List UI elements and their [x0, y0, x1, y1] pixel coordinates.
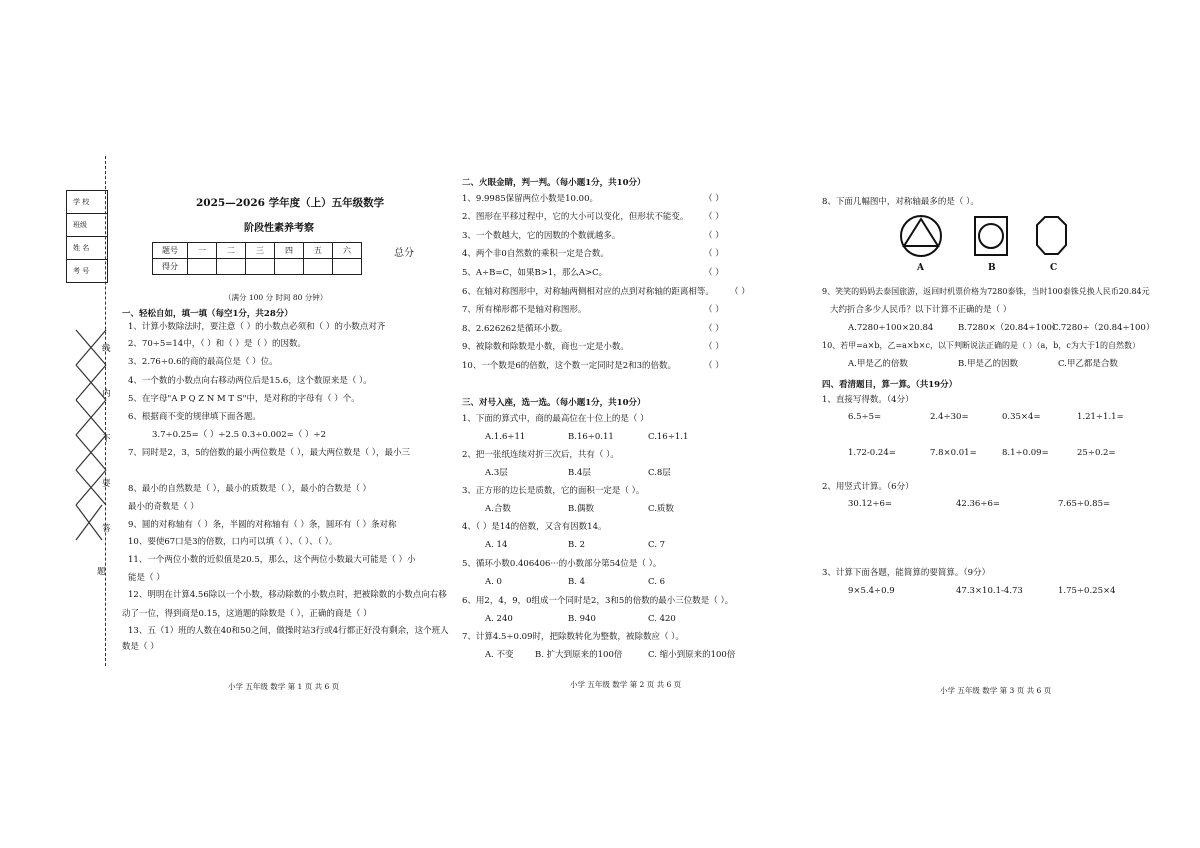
score-header-cell: 题号	[153, 243, 188, 259]
choice-option[interactable]: C. 缩小到原来的100倍	[648, 650, 736, 660]
section-2-heading: 二、火眼金睛，判一判。（每小题1分，共10分）	[462, 178, 646, 188]
choice-option[interactable]: A.1.6÷11	[485, 432, 526, 442]
choice-option[interactable]: B.16÷0.11	[568, 432, 614, 442]
simplify-calc-item: 47.3×10.1-4.73	[956, 586, 1023, 596]
binding-lattice	[72, 325, 116, 575]
score-cell[interactable]	[188, 259, 217, 275]
choice-option[interactable]: B. 扩大到原来的100倍	[535, 650, 623, 660]
score-header-cell: 四	[275, 243, 304, 259]
symmetry-shapes-figure	[895, 212, 1085, 264]
score-row-label: 得分	[153, 259, 188, 275]
direct-calc-item: 6.5÷5=	[848, 412, 882, 422]
question-line: 11、一个两位小数的近似值是20.5，那么，这个两位小数最大可能是（ ）小	[128, 555, 416, 565]
choice-option[interactable]: B. 940	[568, 614, 596, 624]
score-cell[interactable]	[275, 259, 304, 275]
choice-option[interactable]: A. 240	[485, 614, 513, 624]
section-3-heading: 三、对号入座，选一选。（每小题1分，共10分）	[462, 398, 646, 408]
direct-calc-item: 7.8×0.01=	[930, 448, 977, 458]
total-score-label: 总分	[394, 248, 414, 259]
choice-option[interactable]: B. 4	[568, 577, 586, 587]
choice-question: 7、计算4.5÷0.09时，把除数转化为整数，被除数应（ ）。	[462, 632, 684, 642]
subsection-simplify: 3、计算下面各题，能简算的要简算。（9分）	[822, 568, 991, 578]
exam-number-field[interactable]: 考 号	[73, 267, 90, 275]
question-line: 1、计算小数除法时，要注意（ ）的小数点必须和（ ）的小数点对齐	[128, 322, 386, 332]
score-cell[interactable]	[333, 259, 362, 275]
judge-item: 2、图形在平移过程中，它的大小可以变化，但形状不能变。	[462, 212, 689, 222]
section-1-heading: 一、轻松自如，填一填（每空1分，共28分）	[122, 309, 293, 319]
question-line: 数是（ ）	[122, 642, 159, 652]
answer-paren[interactable]: （ ）	[704, 324, 724, 334]
circle-with-triangle-shape	[901, 216, 941, 256]
subsection-direct: 1、直接写得数。（4分）	[822, 395, 914, 405]
answer-paren[interactable]: （ ）	[730, 287, 750, 297]
choice-option[interactable]: A. 0	[485, 577, 502, 587]
score-header-cell: 六	[333, 243, 362, 259]
page-footer: 小学 五年级 数学 第 1 页 共 6 页	[228, 682, 340, 691]
school-field[interactable]: 学 校	[67, 191, 107, 214]
binding-char: 要	[102, 479, 111, 489]
score-cell[interactable]	[304, 259, 333, 275]
octagon-shape	[1037, 217, 1066, 254]
question-line: 5、在字母"A P Q Z N M T S"中，是对称的字母有（ ）个。	[128, 394, 360, 404]
choice-question: 4、（ ）是14的倍数，又含有因数14。	[462, 522, 607, 532]
choice-option[interactable]: B.偶数	[568, 504, 594, 514]
choice-question: 1、下面的算式中，商的最高位在十位上的是（ ）	[462, 414, 649, 424]
direct-calc-item: 1.72-0.24=	[848, 448, 896, 458]
question-line: 12、明明在计算4.56除以一个小数，移动除数的小数点时，把被除数的小数点向右移	[128, 590, 447, 600]
score-table	[152, 242, 362, 275]
answer-paren[interactable]: （ ）	[704, 194, 724, 204]
question-line: 能是（ ）	[128, 573, 165, 583]
choice-option[interactable]: C.质数	[648, 504, 674, 514]
question-line: 10、要使67口是3的倍数，口内可以填（ ）、（ ）、（ ）。	[128, 537, 338, 547]
page-footer: 小学 五年级 数学 第 2 页 共 6 页	[570, 680, 682, 689]
shape-label-c: C	[1050, 263, 1058, 273]
choice-option[interactable]: C.7280÷（20.84÷100）	[1052, 323, 1155, 333]
choice-option[interactable]: A. 不变	[485, 650, 514, 660]
question-line: 最小的奇数是（ ）	[128, 502, 199, 512]
direct-calc-item: 0.35×4=	[1002, 412, 1041, 422]
judge-item: 10、一个数是6的倍数，这个数一定同时是2和3的倍数。	[462, 361, 677, 371]
score-header-cell: 二	[217, 243, 246, 259]
question-8: 8、下面几幅图中，对称轴最多的是（ ）。	[822, 197, 979, 207]
choice-option[interactable]: A.7280÷100×20.84	[848, 323, 934, 333]
question-line: 3.7÷0.25=（ ）÷2.5 0.3÷0.002=（ ）÷2	[152, 430, 327, 440]
binding-char: 答	[102, 524, 111, 534]
choice-option[interactable]: C. 6	[648, 577, 666, 587]
choice-option[interactable]: B.7280×（20.84÷100）	[958, 323, 1061, 333]
choice-option[interactable]: A.合数	[485, 504, 511, 514]
choice-option[interactable]: A.3层	[485, 468, 508, 478]
answer-paren[interactable]: （ ）	[704, 361, 724, 371]
square-with-circle-shape	[975, 217, 1007, 255]
binding-char: 不	[102, 434, 111, 444]
choice-option[interactable]: B. 2	[568, 540, 586, 550]
vertical-calc-item: 7.65÷0.85=	[1058, 499, 1111, 509]
direct-calc-item: 1.21÷1.1=	[1077, 412, 1124, 422]
choice-question: 2、把一张纸连续对折三次后，共有（ ）。	[462, 450, 619, 460]
choice-question: 5、循环小数0.406406···的小数部分第54位是（ ）。	[462, 559, 662, 569]
exam-subtitle: 阶段性素养考察	[244, 223, 314, 234]
score-header-cell: 一	[188, 243, 217, 259]
question-line: 7、同时是2，3，5的倍数的最小两位数是（ ），最大两位数是（ ），最小三	[128, 448, 411, 458]
answer-paren[interactable]: （ ）	[704, 231, 724, 241]
choice-option[interactable]: C.甲乙都是合数	[1058, 359, 1118, 369]
choice-question: 6、用2，4，9，0组成一个同时是2，3和5的倍数的最小三位数是（ ）。	[462, 596, 734, 606]
answer-paren[interactable]: （ ）	[704, 212, 724, 222]
simplify-calc-item: 9×5.4÷0.9	[848, 586, 895, 596]
question-line: 3、2.76÷0.6的商的最高位是（ ）位。	[128, 357, 278, 367]
binding-char: 题	[97, 567, 106, 577]
direct-calc-item: 8.1÷0.09=	[1002, 448, 1049, 458]
choice-option[interactable]: B.4层	[568, 468, 591, 478]
judge-item: 1、9.9985保留两位小数是10.00。	[462, 194, 598, 204]
question-line: 13、五（1）班的人数在40和50之间，做操时站3行或4行都正好没有剩余，这个班人	[128, 626, 449, 636]
simplify-calc-item: 1.75÷0.25×4	[1058, 586, 1116, 596]
judge-item: 5、A÷B=C，如果B>1，那么A>C。	[462, 268, 608, 278]
question-line: 6、根据商不变的规律填下面各题。	[128, 412, 261, 422]
answer-paren[interactable]: （ ）	[704, 268, 724, 278]
judge-item: 4、两个非0自然数的乘积一定是合数。	[462, 249, 609, 259]
choice-option[interactable]: C.8层	[648, 468, 671, 478]
subsection-vertical: 2、用竖式计算。（6分）	[822, 482, 914, 492]
question-9: 9、笑笑的妈妈去泰国旅游，返回时机票价格为7280泰铢，当时100泰铢兑换人民币20.84元	[822, 287, 1150, 296]
judge-item: 7、所有梯形都不是轴对称图形。	[462, 305, 587, 315]
page-footer: 小学 五年级 数学 第 3 页 共 6 页	[940, 686, 1052, 695]
choice-option[interactable]: C. 7	[648, 540, 666, 550]
choice-option[interactable]: C.16÷1.1	[648, 432, 689, 442]
question-line: 动了一位，得到商是0.15，这道题的除数是（ ），正确的商是（ ）	[122, 609, 372, 619]
question-9-cont: 大约折合多少人民币？以下计算不正确的是（ ）	[830, 305, 1012, 315]
score-cell[interactable]	[246, 259, 275, 275]
exam-title: 2025—2026 学年度（上）五年级数学	[196, 197, 385, 209]
shape-label-a: A	[917, 263, 924, 273]
class-field[interactable]: 班级	[67, 214, 107, 237]
answer-paren[interactable]: （ ）	[704, 342, 724, 352]
exam-info: （满分 100 分 时间 80 分钟）	[224, 293, 328, 302]
direct-calc-item: 2.4÷30=	[930, 412, 969, 422]
name-field[interactable]: 姓 名	[67, 237, 107, 260]
question-line: 2、70÷5=14中，（ ）和（ ）是（ ）的因数。	[128, 339, 307, 349]
vertical-calc-item: 42.36÷6=	[956, 499, 1000, 509]
judge-item: 9、被除数和除数是小数，商也一定是小数。	[462, 342, 629, 352]
answer-paren[interactable]: （ ）	[704, 305, 724, 315]
judge-item: 6、在轴对称图形中，对称轴两侧相对应的点到对称轴的距离相等。	[462, 287, 714, 297]
binding-char: 线	[102, 344, 111, 354]
score-header-cell: 五	[304, 243, 333, 259]
question-line: 4、一个数的小数点向右移动两位后是15.6，这个数原来是（ ）。	[128, 376, 372, 386]
choice-option[interactable]: A.甲是乙的倍数	[848, 359, 908, 369]
score-cell[interactable]	[217, 259, 246, 275]
judge-item: 8、2.626262是循环小数。	[462, 324, 568, 334]
binding-char: 内	[102, 389, 111, 399]
choice-question: 3、正方形的边长是质数，它的面积一定是（ ）。	[462, 486, 645, 496]
question-line: 9、圆的对称轴有（ ）条，半圆的对称轴有（ ）条，圆环有（ ）条对称	[128, 520, 397, 530]
score-header-cell: 三	[246, 243, 275, 259]
answer-paren[interactable]: （ ）	[704, 249, 724, 259]
shape-label-b: B	[988, 263, 996, 273]
student-info-box	[66, 190, 108, 283]
judge-item: 3、一个数越大，它的因数的个数就越多。	[462, 231, 621, 241]
vertical-calc-item: 30.12÷6=	[848, 499, 892, 509]
direct-calc-item: 25÷0.2=	[1077, 448, 1116, 458]
choice-option[interactable]: A. 14	[485, 540, 508, 550]
choice-option[interactable]: B.甲是乙的因数	[958, 359, 1018, 369]
question-line: 8、最小的自然数是（ ），最小的质数是（ ），最小的合数是（ ）	[128, 484, 372, 494]
choice-option[interactable]: C. 420	[648, 614, 676, 624]
question-10: 10、若甲=a×b，乙=a×b×c，以下判断说法正确的是（ ）（a，b，c为大于1的自然数）	[822, 341, 1140, 350]
section-4-heading: 四、看清题目，算一算。（共19分）	[822, 380, 958, 390]
